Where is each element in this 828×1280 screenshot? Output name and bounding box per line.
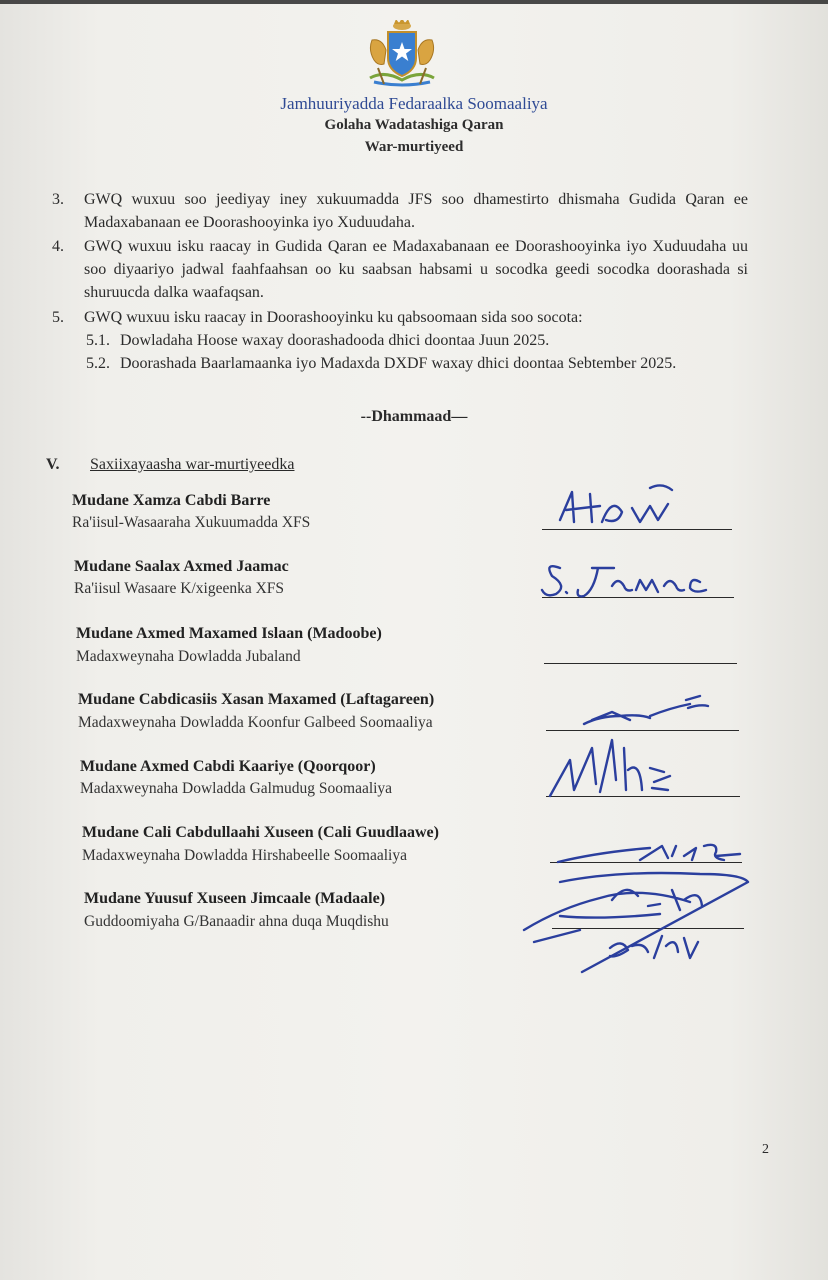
signature-line xyxy=(550,862,742,863)
signatory-name: Mudane Cali Cabdullaahi Xuseen (Cali Guudlaawe) xyxy=(82,824,439,841)
signatory-name: Mudane Axmed Maxamed Islaan (Madoobe) xyxy=(76,625,382,642)
item-text: GWQ wuxuu isku raacay in Doorashooyinku ku qabsoomaan sida soo socota: xyxy=(84,309,583,326)
page-top-edge xyxy=(0,0,828,4)
signatory-role: Madaxweynaha Dowladda Galmudug Soomaaliya xyxy=(80,780,393,797)
signature-5-drawing xyxy=(558,845,740,862)
item-number: 4. xyxy=(52,238,64,255)
section-title: Saxiixayaasha war-murtiyeedka xyxy=(90,456,295,473)
signature-line xyxy=(546,730,739,731)
subitem-text: Doorashada Baarlamaanka iyo Madaxda DXDF waxay dhici doontaa Sebtember 2025. xyxy=(120,355,677,372)
coat-of-arms-icon xyxy=(364,20,440,90)
signatory-name: Mudane Xamza Cabdi Barre xyxy=(72,492,271,509)
signatory-name: Mudane Cabdicasiis Xasan Maxamed (Laftagareen) xyxy=(78,691,435,708)
council-title: Golaha Wadatashiga Qaran xyxy=(324,117,504,133)
signatory-role: Ra'iisul-Wasaaraha Xukuumadda XFS xyxy=(72,514,311,531)
signatory-role: Guddoomiyaha G/Banaadir ahna duqa Muqdishu xyxy=(84,913,389,930)
signatory-role: Ra'iisul Wasaare K/xigeenka XFS xyxy=(74,580,285,597)
signatory-role: Madaxweynaha Dowladda Hirshabeelle Soomaaliya xyxy=(82,847,407,864)
item-text: GWQ wuxuu soo jeediyay iney xukuumadda JFS soo dhamestirto dhismaha Gudida Qaran ee Madaxabanaan ee Doorashooyinka iyo Xuduudaha. xyxy=(84,191,748,231)
signatory-role: Madaxweynaha Dowladda Koonfur Galbeed Soomaaliya xyxy=(78,714,433,731)
signature-4-drawing xyxy=(550,740,670,796)
signature-2-drawing xyxy=(542,566,706,596)
end-marker: --Dhammaad— xyxy=(360,408,468,425)
signature-3-drawing xyxy=(584,696,708,724)
section-number: V. xyxy=(46,456,60,473)
document-type: War-murtiyeed xyxy=(364,139,464,155)
signatory-role: Madaxweynaha Dowladda Jubaland xyxy=(76,648,301,665)
item-number: 5. xyxy=(52,309,64,326)
signature-line xyxy=(542,597,734,598)
republic-title: Jamhuuriyadda Fedaraalka Soomaaliya xyxy=(280,94,548,113)
item-number: 3. xyxy=(52,191,64,208)
signature-line xyxy=(544,663,737,664)
page-number: 2 xyxy=(762,1142,769,1157)
signature-line xyxy=(546,796,740,797)
signature-1-drawing xyxy=(560,485,672,522)
subitem-text: Dowladaha Hoose waxay doorashadooda dhici doontaa Juun 2025. xyxy=(120,332,550,349)
signatory-name: Mudane Saalax Axmed Jaamac xyxy=(74,558,289,575)
signature-line xyxy=(552,928,744,929)
subitem-number: 5.1. xyxy=(86,332,110,349)
signature-line xyxy=(542,529,732,530)
subitem-number: 5.2. xyxy=(86,355,110,372)
signatory-name: Mudane Yuusuf Xuseen Jimcaale (Madaale) xyxy=(84,890,386,907)
item-text: GWQ wuxuu isku raacay in Gudida Qaran ee Madaxabanaan ee Doorashooyinka iyo Xuduudaha uu soo diyaariyo jadwal faahfaahsan oo ku saabsan habsami u socodka geedi socodka doorashada si shuruucda dalka waafaqsan. xyxy=(84,238,748,301)
signature-6-drawing xyxy=(524,873,748,972)
signatory-name: Mudane Axmed Cabdi Kaariye (Qoorqoor) xyxy=(80,758,376,775)
